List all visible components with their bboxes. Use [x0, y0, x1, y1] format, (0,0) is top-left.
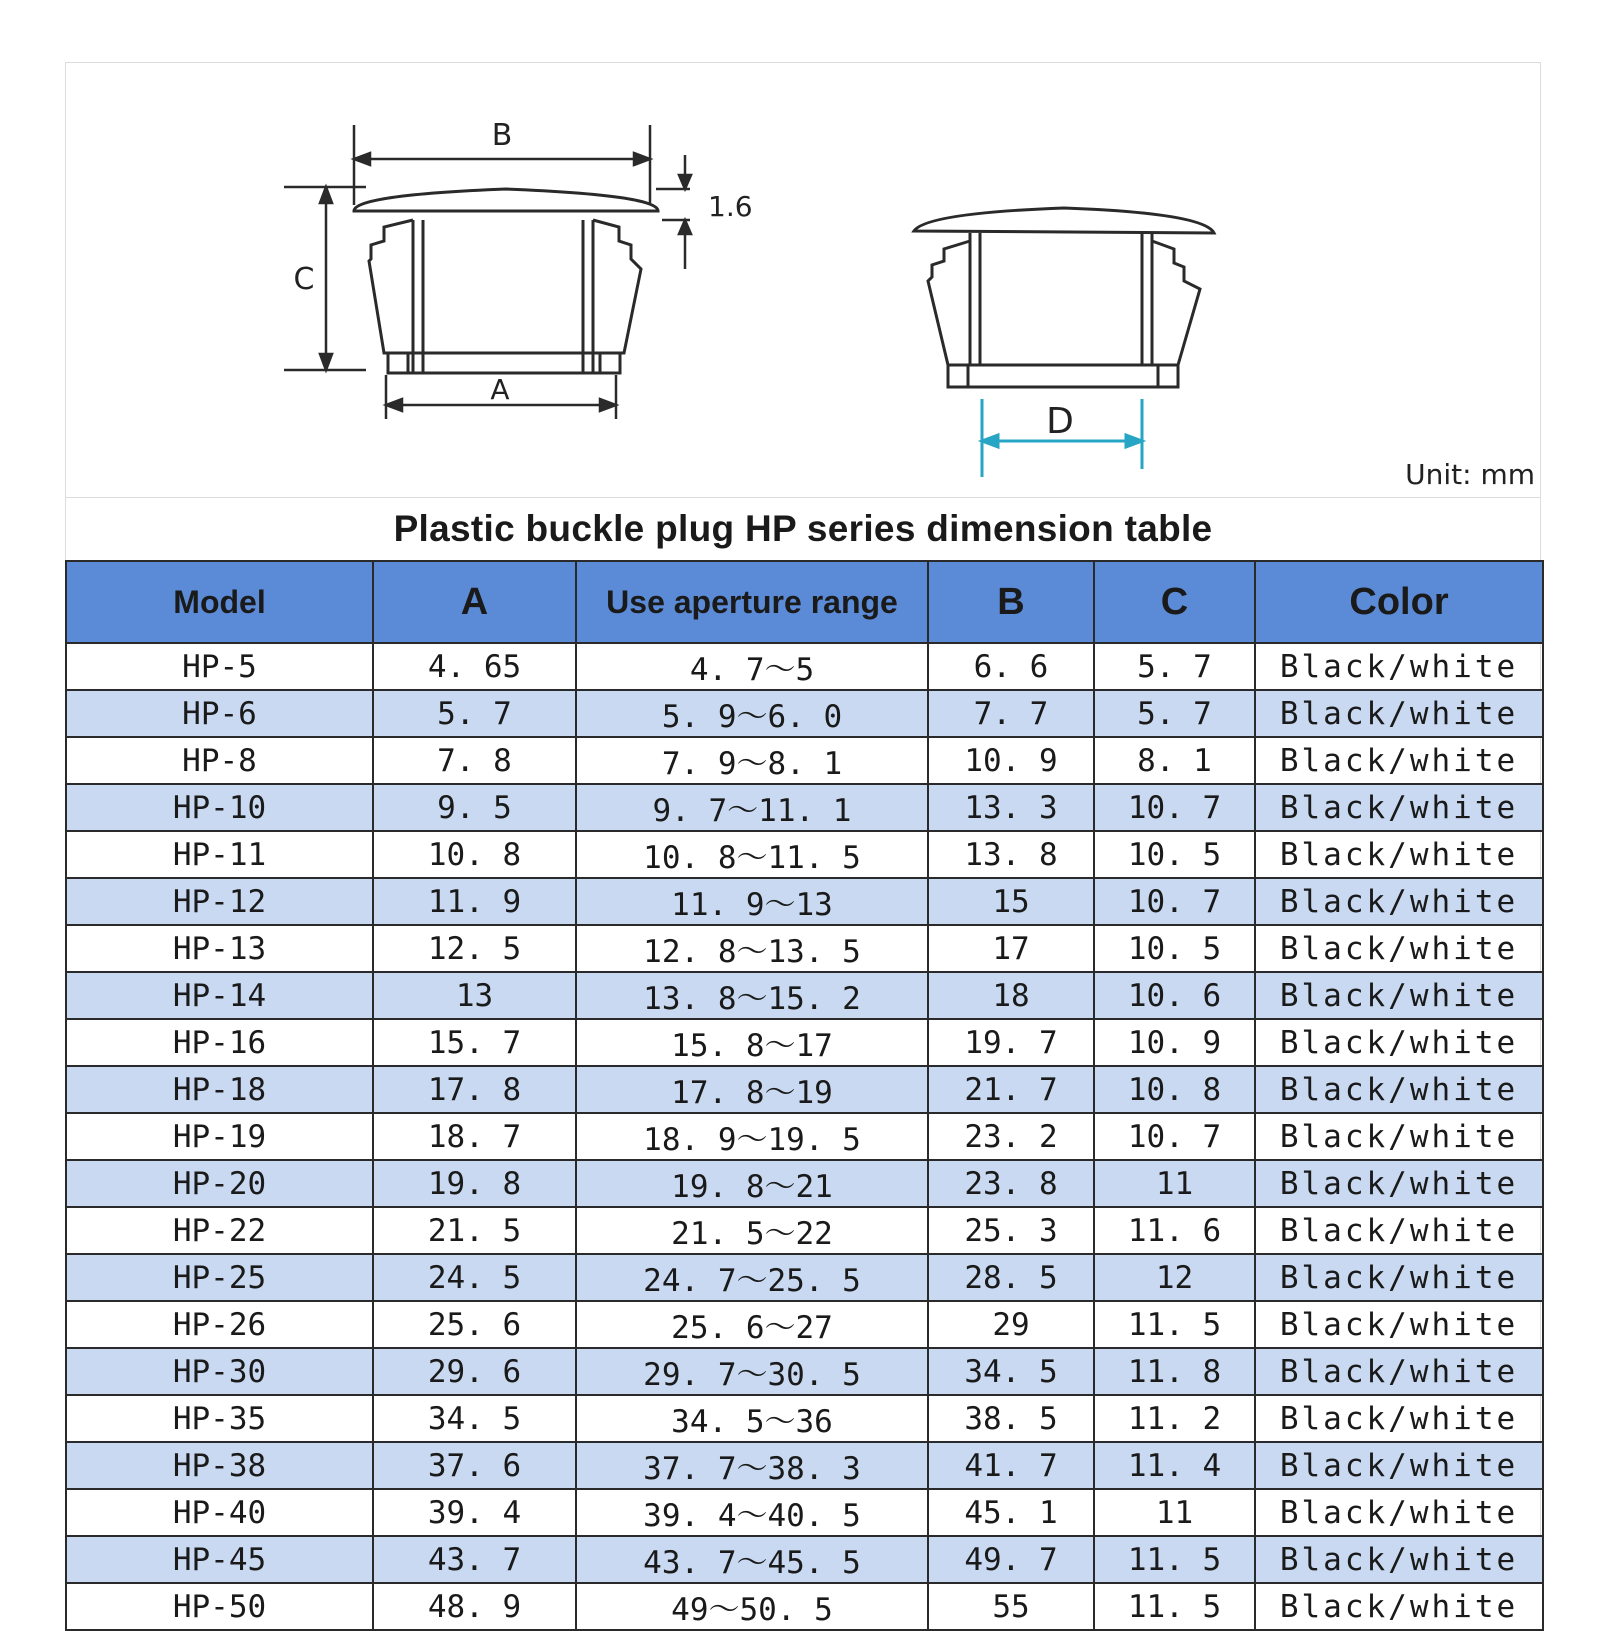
cell-c: 10. 7 — [1094, 1113, 1255, 1160]
cell-color: Black/white — [1255, 1536, 1543, 1583]
cell-aperture-range: 4. 7～5 — [576, 643, 928, 690]
cell-aperture-range: 34. 5～36 — [576, 1395, 928, 1442]
cell-model: HP-6 — [66, 690, 373, 737]
cell-model: HP-13 — [66, 925, 373, 972]
cell-aperture-range: 21. 5～22 — [576, 1207, 928, 1254]
header-c: C — [1094, 561, 1255, 643]
cell-a: 34. 5 — [373, 1395, 576, 1442]
cell-a: 5. 7 — [373, 690, 576, 737]
cell-b: 28. 5 — [928, 1254, 1094, 1301]
table-row — [66, 1019, 1543, 1066]
header-a: A — [373, 561, 576, 643]
cell-c: 11 — [1094, 1489, 1255, 1536]
cell-b: 45. 1 — [928, 1489, 1094, 1536]
cell-a: 12. 5 — [373, 925, 576, 972]
label-d: D — [1046, 401, 1074, 442]
cell-model: HP-11 — [66, 831, 373, 878]
header-b: B — [928, 561, 1094, 643]
cell-a: 11. 9 — [373, 878, 576, 925]
cell-a: 21. 5 — [373, 1207, 576, 1254]
cell-color: Black/white — [1255, 1066, 1543, 1113]
cell-color: Black/white — [1255, 925, 1543, 972]
table-row — [66, 831, 1543, 878]
cell-a: 9. 5 — [373, 784, 576, 831]
cell-b: 7. 7 — [928, 690, 1094, 737]
cell-color: Black/white — [1255, 1301, 1543, 1348]
header-aperture-range: Use aperture range — [576, 561, 928, 643]
cell-c: 8. 1 — [1094, 737, 1255, 784]
cell-model: HP-19 — [66, 1113, 373, 1160]
cell-b: 13. 8 — [928, 831, 1094, 878]
cell-aperture-range: 37. 7～38. 3 — [576, 1442, 928, 1489]
cell-a: 10. 8 — [373, 831, 576, 878]
cell-model: HP-8 — [66, 737, 373, 784]
cell-c: 5. 7 — [1094, 643, 1255, 690]
cell-a: 48. 9 — [373, 1583, 576, 1630]
cell-c: 11. 5 — [1094, 1301, 1255, 1348]
cell-aperture-range: 18. 9～19. 5 — [576, 1113, 928, 1160]
label-b: B — [491, 118, 513, 153]
cell-a: 39. 4 — [373, 1489, 576, 1536]
cell-c: 10. 9 — [1094, 1019, 1255, 1066]
cell-color: Black/white — [1255, 1442, 1543, 1489]
cell-color: Black/white — [1255, 784, 1543, 831]
table-row — [66, 737, 1543, 784]
table-row — [66, 1536, 1543, 1583]
table-row — [66, 1113, 1543, 1160]
cell-aperture-range: 25. 6～27 — [576, 1301, 928, 1348]
label-c: C — [293, 262, 315, 297]
table-row — [66, 643, 1543, 690]
cell-a: 37. 6 — [373, 1442, 576, 1489]
label-a: A — [490, 373, 510, 406]
plug-drawing-right — [914, 208, 1214, 387]
cell-aperture-range: 39. 4～40. 5 — [576, 1489, 928, 1536]
cell-b: 17 — [928, 925, 1094, 972]
table-row — [66, 1489, 1543, 1536]
cell-a: 15. 7 — [373, 1019, 576, 1066]
table-row — [66, 1160, 1543, 1207]
cell-model: HP-18 — [66, 1066, 373, 1113]
cell-aperture-range: 11. 9～13 — [576, 878, 928, 925]
cell-model: HP-50 — [66, 1583, 373, 1630]
table-row — [66, 1301, 1543, 1348]
cell-c: 11. 2 — [1094, 1395, 1255, 1442]
unit-note: Unit: mm — [1405, 458, 1535, 491]
cell-c: 11. 8 — [1094, 1348, 1255, 1395]
cell-aperture-range: 29. 7～30. 5 — [576, 1348, 928, 1395]
cell-b: 13. 3 — [928, 784, 1094, 831]
cell-color: Black/white — [1255, 1113, 1543, 1160]
cell-model: HP-30 — [66, 1348, 373, 1395]
dimension-thickness — [656, 155, 691, 269]
cell-b: 34. 5 — [928, 1348, 1094, 1395]
cell-b: 18 — [928, 972, 1094, 1019]
table-body — [66, 643, 1543, 1630]
cell-b: 49. 7 — [928, 1536, 1094, 1583]
cell-aperture-range: 5. 9～6. 0 — [576, 690, 928, 737]
cell-c: 5. 7 — [1094, 690, 1255, 737]
table-row — [66, 1348, 1543, 1395]
dimension-drawings — [66, 63, 1540, 495]
cell-color: Black/white — [1255, 643, 1543, 690]
cell-aperture-range: 49～50. 5 — [576, 1583, 928, 1630]
cell-color: Black/white — [1255, 1254, 1543, 1301]
table-row — [66, 1254, 1543, 1301]
cell-a: 43. 7 — [373, 1536, 576, 1583]
cell-c: 11. 5 — [1094, 1536, 1255, 1583]
cell-b: 15 — [928, 878, 1094, 925]
cell-color: Black/white — [1255, 1395, 1543, 1442]
cell-aperture-range: 12. 8～13. 5 — [576, 925, 928, 972]
cell-c: 10. 7 — [1094, 784, 1255, 831]
cell-b: 10. 9 — [928, 737, 1094, 784]
cell-color: Black/white — [1255, 1348, 1543, 1395]
header-model: Model — [66, 561, 373, 643]
cell-a: 29. 6 — [373, 1348, 576, 1395]
cell-aperture-range: 13. 8～15. 2 — [576, 972, 928, 1019]
table-row — [66, 925, 1543, 972]
cell-aperture-range: 7. 9～8. 1 — [576, 737, 928, 784]
cell-c: 11 — [1094, 1160, 1255, 1207]
table-row — [66, 878, 1543, 925]
cell-model: HP-45 — [66, 1536, 373, 1583]
cell-b: 21. 7 — [928, 1066, 1094, 1113]
plug-drawing-left — [354, 189, 658, 373]
cell-c: 11. 6 — [1094, 1207, 1255, 1254]
cell-model: HP-25 — [66, 1254, 373, 1301]
cell-b: 25. 3 — [928, 1207, 1094, 1254]
cell-aperture-range: 15. 8～17 — [576, 1019, 928, 1066]
cell-a: 19. 8 — [373, 1160, 576, 1207]
cell-model: HP-26 — [66, 1301, 373, 1348]
cell-model: HP-22 — [66, 1207, 373, 1254]
cell-b: 23. 8 — [928, 1160, 1094, 1207]
table-header-row — [66, 561, 1543, 643]
cell-model: HP-10 — [66, 784, 373, 831]
cell-c: 10. 5 — [1094, 831, 1255, 878]
cell-color: Black/white — [1255, 737, 1543, 784]
table-row — [66, 1207, 1543, 1254]
cell-b: 19. 7 — [928, 1019, 1094, 1066]
cell-c: 11. 4 — [1094, 1442, 1255, 1489]
cell-color: Black/white — [1255, 878, 1543, 925]
cell-color: Black/white — [1255, 1489, 1543, 1536]
cell-model: HP-38 — [66, 1442, 373, 1489]
cell-a: 18. 7 — [373, 1113, 576, 1160]
cell-model: HP-14 — [66, 972, 373, 1019]
cell-model: HP-16 — [66, 1019, 373, 1066]
table-row — [66, 1583, 1543, 1630]
cell-model: HP-12 — [66, 878, 373, 925]
cell-color: Black/white — [1255, 1583, 1543, 1630]
dimension-table — [65, 560, 1544, 1631]
cell-aperture-range: 9. 7～11. 1 — [576, 784, 928, 831]
cell-b: 38. 5 — [928, 1395, 1094, 1442]
cell-b: 55 — [928, 1583, 1094, 1630]
cell-model: HP-40 — [66, 1489, 373, 1536]
header-color: Color — [1255, 561, 1543, 643]
label-thickness: 1.6 — [708, 190, 753, 223]
cell-c: 10. 7 — [1094, 878, 1255, 925]
table-row — [66, 784, 1543, 831]
cell-a: 24. 5 — [373, 1254, 576, 1301]
cell-aperture-range: 24. 7～25. 5 — [576, 1254, 928, 1301]
table-row — [66, 1395, 1543, 1442]
cell-a: 25. 6 — [373, 1301, 576, 1348]
cell-b: 29 — [928, 1301, 1094, 1348]
cell-model: HP-35 — [66, 1395, 373, 1442]
cell-model: HP-5 — [66, 643, 373, 690]
cell-a: 17. 8 — [373, 1066, 576, 1113]
cell-model: HP-20 — [66, 1160, 373, 1207]
plug-diagrams-svg — [66, 63, 1540, 495]
table-row — [66, 690, 1543, 737]
cell-a: 13 — [373, 972, 576, 1019]
cell-c: 12 — [1094, 1254, 1255, 1301]
cell-c: 10. 5 — [1094, 925, 1255, 972]
cell-aperture-range: 10. 8～11. 5 — [576, 831, 928, 878]
table-row — [66, 1442, 1543, 1489]
cell-b: 23. 2 — [928, 1113, 1094, 1160]
table-row — [66, 1066, 1543, 1113]
cell-color: Black/white — [1255, 1160, 1543, 1207]
table-row — [66, 972, 1543, 1019]
cell-color: Black/white — [1255, 690, 1543, 737]
cell-color: Black/white — [1255, 1019, 1543, 1066]
cell-aperture-range: 17. 8～19 — [576, 1066, 928, 1113]
cell-color: Black/white — [1255, 1207, 1543, 1254]
cell-c: 10. 6 — [1094, 972, 1255, 1019]
cell-b: 41. 7 — [928, 1442, 1094, 1489]
cell-c: 11. 5 — [1094, 1583, 1255, 1630]
cell-aperture-range: 43. 7～45. 5 — [576, 1536, 928, 1583]
cell-a: 4. 65 — [373, 643, 576, 690]
cell-color: Black/white — [1255, 972, 1543, 1019]
cell-a: 7. 8 — [373, 737, 576, 784]
title-band — [66, 497, 1540, 560]
cell-color: Black/white — [1255, 831, 1543, 878]
table-title: Plastic buckle plug HP series dimension table — [393, 508, 1213, 549]
cell-aperture-range: 19. 8～21 — [576, 1160, 928, 1207]
cell-b: 6. 6 — [928, 643, 1094, 690]
cell-c: 10. 8 — [1094, 1066, 1255, 1113]
